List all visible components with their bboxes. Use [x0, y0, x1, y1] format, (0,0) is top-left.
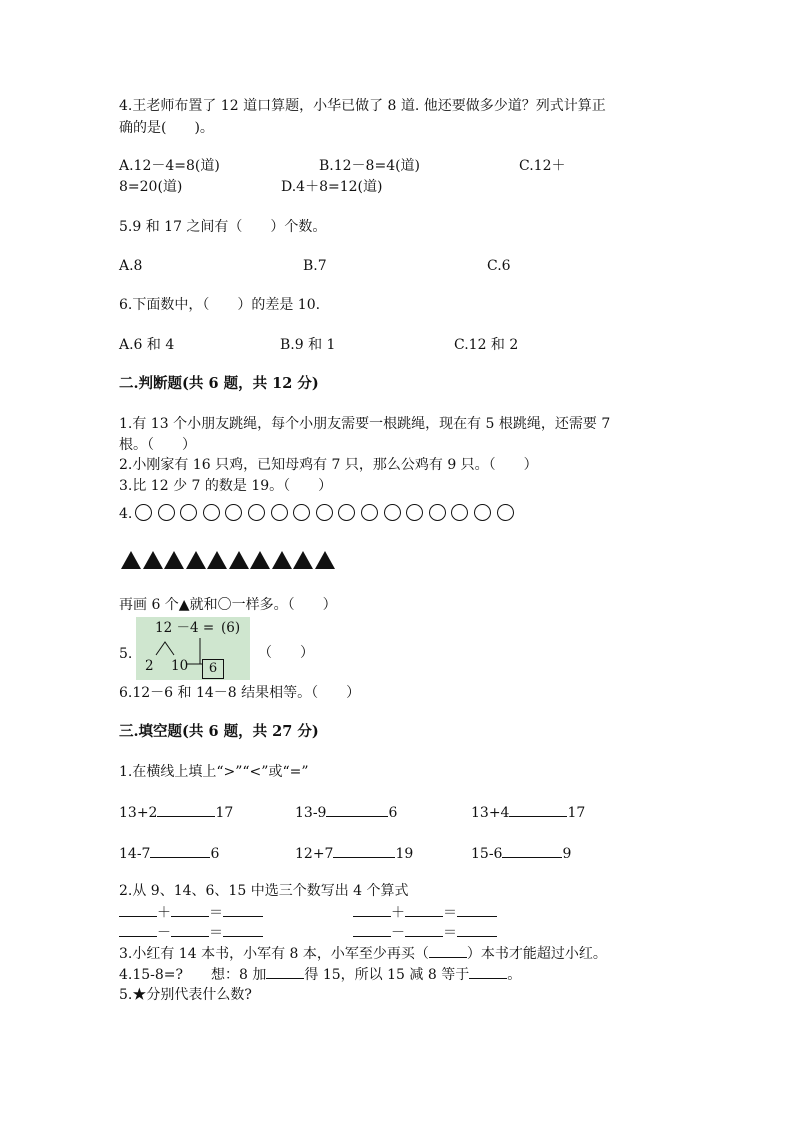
triangle-shape — [315, 551, 335, 569]
judge-q3: 3.比 12 少 7 的数是 19。（ ） — [119, 478, 333, 494]
judge-q6: 6.12－6 和 14－8 结果相等。（ ） — [119, 685, 361, 701]
q6-option-b: B.9 和 1 — [280, 337, 336, 353]
q5-option-c: C.6 — [487, 258, 511, 274]
judge-q5-paren: （ ） — [258, 645, 314, 661]
triangle-shape — [121, 551, 141, 569]
equation-plus-1 — [119, 902, 263, 923]
answer-blank[interactable] — [509, 802, 567, 817]
compare-left: 14-7 — [119, 846, 151, 862]
answer-blank[interactable] — [157, 802, 215, 817]
answer-blank[interactable] — [223, 922, 263, 937]
circle-shape — [248, 504, 265, 521]
equals-sign: ＝ — [209, 925, 223, 941]
answer-blank[interactable] — [223, 902, 263, 917]
triangle-shape — [143, 551, 163, 569]
fill-q3: 3.小红有 14 本书，小军有 8 本，小军至少再买（ ）本书才能超过小红。 — [119, 943, 607, 964]
answer-blank[interactable] — [333, 843, 395, 858]
circle-shape — [316, 504, 333, 521]
answer-blank[interactable] — [119, 922, 157, 937]
equation-plus-2 — [353, 902, 497, 923]
answer-blank[interactable] — [457, 922, 497, 937]
compare-item — [295, 802, 397, 823]
judge-q2: 2.小刚家有 16 只鸡，已知母鸡有 7 只，那么公鸡有 9 只。（ ） — [119, 457, 538, 473]
compare-right: 9 — [562, 846, 572, 862]
q6-option-c: C.12 和 2 — [454, 337, 519, 353]
compare-item — [471, 802, 585, 823]
fill-q5: 5.★分别代表什么数? — [119, 987, 252, 1003]
judge-q1-line1: 1.有 13 个小朋友跳绳，每个小朋友需要一根跳绳，现在有 5 根跳绳，还需要 7 — [119, 416, 611, 432]
circle-shape — [361, 504, 378, 521]
compare-right: 17 — [567, 805, 586, 821]
compare-right: 6 — [388, 805, 398, 821]
answer-blank[interactable] — [266, 964, 304, 979]
fill-q1: 1.在横线上填上“>”“<”或“=” — [119, 764, 309, 780]
judge-q4-prefix: 4. — [119, 506, 133, 522]
circle-shape — [135, 504, 152, 521]
compare-left: 13+4 — [471, 805, 510, 821]
minus-sign: － — [391, 925, 405, 941]
answer-blank[interactable] — [405, 922, 443, 937]
q4-option-c-cont: 8=20(道) — [119, 179, 183, 195]
answer-blank[interactable] — [405, 902, 443, 917]
triangle-shape — [207, 551, 227, 569]
q4-text-line2: 确的是( )。 — [119, 120, 214, 136]
compare-left: 12+7 — [295, 846, 334, 862]
equation-minus-1 — [119, 922, 263, 943]
answer-blank[interactable] — [326, 802, 388, 817]
section2-title: 二.判断题(共 6 题，共 12 分) — [119, 375, 319, 392]
circle-shape — [474, 504, 491, 521]
equals-sign: ＝ — [443, 905, 457, 921]
fill-q4: 4.15-8=? 想：8 加 得 15，所以 15 减 8 等于 。 — [119, 964, 521, 985]
fill-q2: 2.从 9、14、6、15 中选三个数写出 4 个算式 — [119, 883, 409, 899]
answer-blank[interactable] — [150, 843, 210, 858]
answer-blank[interactable] — [469, 964, 507, 979]
answer-blank[interactable] — [171, 902, 209, 917]
q5-text: 5.9 和 17 之间有（ ）个数。 — [119, 219, 327, 235]
diagram-middle-number: 10 — [171, 658, 189, 674]
q4-option-b: B.12－8=4(道) — [319, 158, 421, 174]
circle-shape — [180, 504, 197, 521]
q4-option-d: D.4＋8=12(道) — [281, 179, 383, 195]
answer-blank[interactable] — [353, 902, 391, 917]
judge-q5-prefix: 5. — [119, 646, 133, 662]
circle-shape — [225, 504, 242, 521]
circle-shape — [203, 504, 220, 521]
compare-left: 15-6 — [471, 846, 503, 862]
q4-option-c: C.12＋ — [519, 158, 566, 174]
compare-item — [119, 843, 219, 864]
circle-shape — [406, 504, 423, 521]
answer-blank[interactable] — [502, 843, 562, 858]
triangle-row — [121, 551, 336, 575]
diagram-expression: 12 －4 = — [155, 620, 215, 636]
circle-shape — [384, 504, 401, 521]
plus-sign: ＋ — [157, 905, 171, 921]
triangle-shape — [229, 551, 249, 569]
compare-right: 19 — [395, 846, 414, 862]
answer-blank[interactable] — [429, 943, 467, 958]
plus-sign: ＋ — [391, 905, 405, 921]
compare-right: 17 — [215, 805, 234, 821]
compare-left: 13+2 — [119, 805, 158, 821]
circle-shape — [338, 504, 355, 521]
circle-shape — [293, 504, 310, 521]
circle-shape — [451, 504, 468, 521]
compare-item — [295, 843, 413, 864]
compare-right: 6 — [210, 846, 220, 862]
diagram-left-number: 2 — [145, 658, 154, 674]
compare-item — [471, 843, 571, 864]
minus-sign: － — [157, 925, 171, 941]
compare-left: 13-9 — [295, 805, 327, 821]
circle-shape — [158, 504, 175, 521]
judge-q4-text: 再画 6 个▲就和〇一样多。（ ） — [119, 597, 337, 613]
answer-blank[interactable] — [353, 922, 391, 937]
section3-title: 三.填空题(共 6 题，共 27 分) — [119, 723, 319, 740]
triangle-shape — [293, 551, 313, 569]
diagram-boxed-number: 6 — [202, 659, 224, 679]
equals-sign: ＝ — [443, 925, 457, 941]
equals-sign: ＝ — [209, 905, 223, 921]
triangle-shape — [164, 551, 184, 569]
decomposition-diagram — [136, 617, 250, 680]
triangle-shape — [186, 551, 206, 569]
circle-shape — [271, 504, 288, 521]
circle-shape — [429, 504, 446, 521]
circle-shape — [497, 504, 514, 521]
q4-option-a: A.12－4=8(道) — [119, 158, 220, 174]
q5-option-a: A.8 — [119, 258, 143, 274]
judge-q1-line2: 根。（ ） — [119, 437, 196, 453]
q6-option-a: A.6 和 4 — [119, 337, 175, 353]
q5-option-b: B.7 — [303, 258, 327, 274]
triangle-shape — [250, 551, 270, 569]
answer-blank[interactable] — [457, 902, 497, 917]
q4-text-line1: 4.王老师布置了 12 道口算题，小华已做了 8 道. 他还要做多少道？列式计算正 — [119, 98, 606, 114]
equation-minus-2 — [353, 922, 497, 943]
answer-blank[interactable] — [171, 922, 209, 937]
triangle-shape — [272, 551, 292, 569]
answer-blank[interactable] — [119, 902, 157, 917]
compare-item — [119, 802, 233, 823]
circle-row — [135, 502, 519, 522]
q6-text: 6.下面数中，（ ）的差是 10. — [119, 297, 321, 313]
diagram-answer: (6) — [221, 620, 241, 636]
